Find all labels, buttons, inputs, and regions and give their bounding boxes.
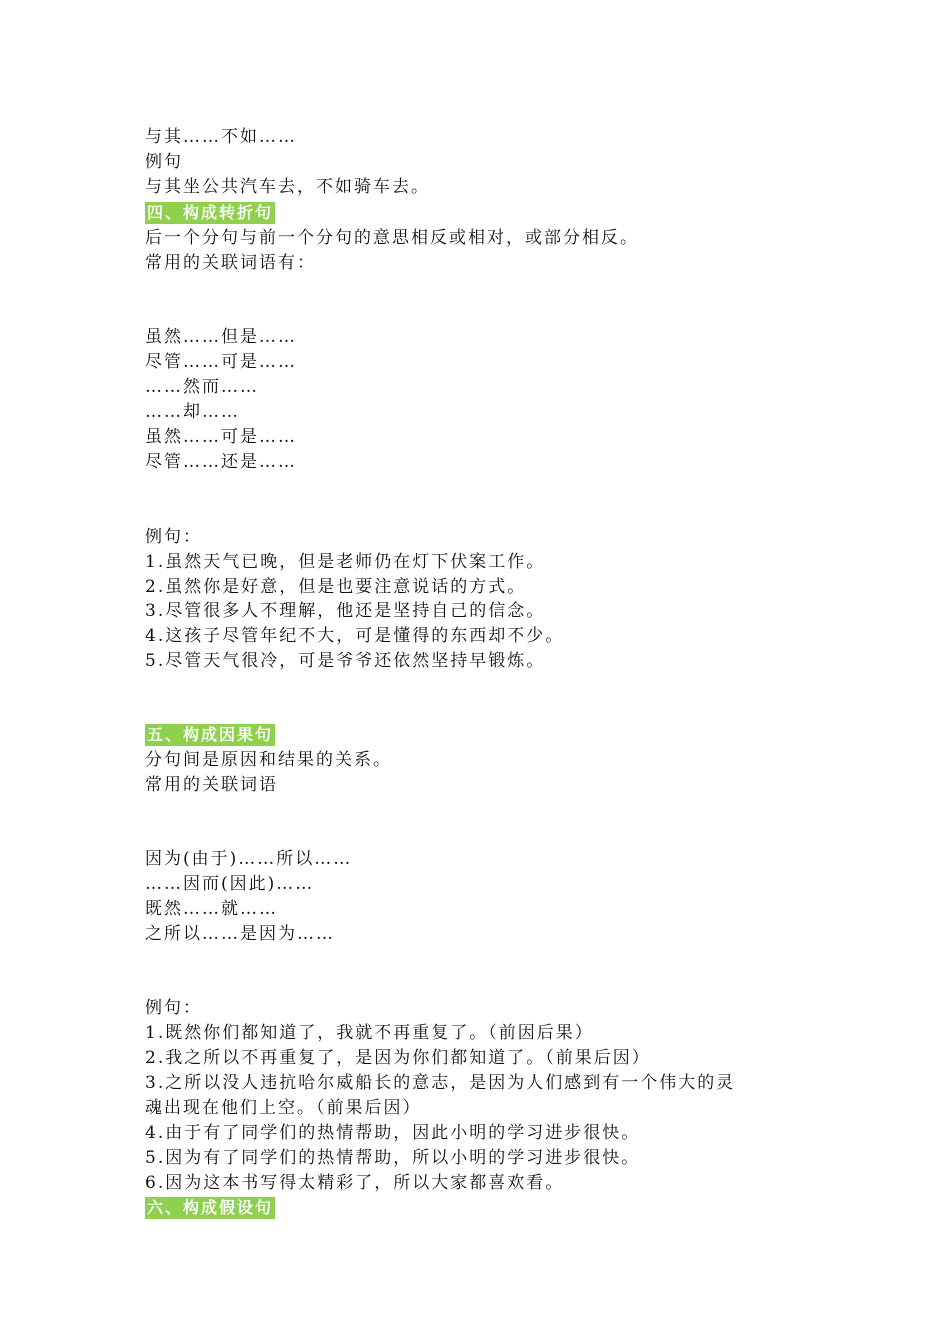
section-heading-6: 六、构成假设句 [147,1198,274,1217]
example-sentence: 3.之所以没人违抗哈尔威船长的意志，是因为人们感到有一个伟大的灵 [145,1073,736,1093]
connective-item: ……因而(因此)…… [145,874,315,894]
connective-item: 因为(由于)……所以…… [145,849,353,869]
connective-item: ……然而…… [145,377,259,397]
example-sentence: 与其坐公共汽车去，不如骑车去。 [145,177,430,197]
example-sentence-continued: 魂出现在他们上空。（前果后因） [145,1098,422,1118]
example-sentence: 5.尽管天气很冷，可是爷爷还依然坚持早锻炼。 [145,651,546,671]
connective-item: 之所以……是因为…… [145,924,335,944]
example-label: 例句： [145,998,202,1018]
section-heading-5: 五、构成因果句 [147,725,274,744]
example-sentence: 4.这孩子尽管年纪不大，可是懂得的东西却不少。 [145,626,565,646]
section-description: 后一个分句与前一个分句的意思相反或相对，或部分相反。 [145,228,639,248]
connective-item: 虽然……可是…… [145,427,297,447]
connective-item: 尽管……可是…… [145,352,297,372]
section-description: 分句间是原因和结果的关系。 [145,750,392,770]
example-sentence: 5.因为有了同学们的热情帮助，所以小明的学习进步很快。 [145,1148,641,1168]
connectives-intro: 常用的关联词语有： [145,253,316,273]
connective-item: 既然……就…… [145,899,278,919]
example-label: 例句： [145,527,202,547]
example-sentence: 3.尽管很多人不理解，他还是坚持自己的信念。 [145,601,546,621]
example-sentence: 4.由于有了同学们的热情帮助，因此小明的学习进步很快。 [145,1123,641,1143]
connective-item: ……却…… [145,402,240,422]
example-sentence: 1.虽然天气已晚，但是老师仍在灯下伏案工作。 [145,552,546,572]
connective-item: 虽然……但是…… [145,327,297,347]
pattern-line: 与其……不如…… [145,127,297,147]
example-sentence: 1.既然你们都知道了，我就不再重复了。（前因后果） [145,1023,594,1043]
section-heading-4: 四、构成转折句 [147,203,274,222]
connective-item: 尽管……还是…… [145,452,297,472]
connectives-intro: 常用的关联词语 [145,775,278,795]
example-sentence: 2.虽然你是好意，但是也要注意说话的方式。 [145,577,527,597]
example-label: 例句 [145,152,183,172]
example-sentence: 6.因为这本书写得太精彩了，所以大家都喜欢看。 [145,1173,565,1193]
example-sentence: 2.我之所以不再重复了，是因为你们都知道了。（前果后因） [145,1048,651,1068]
